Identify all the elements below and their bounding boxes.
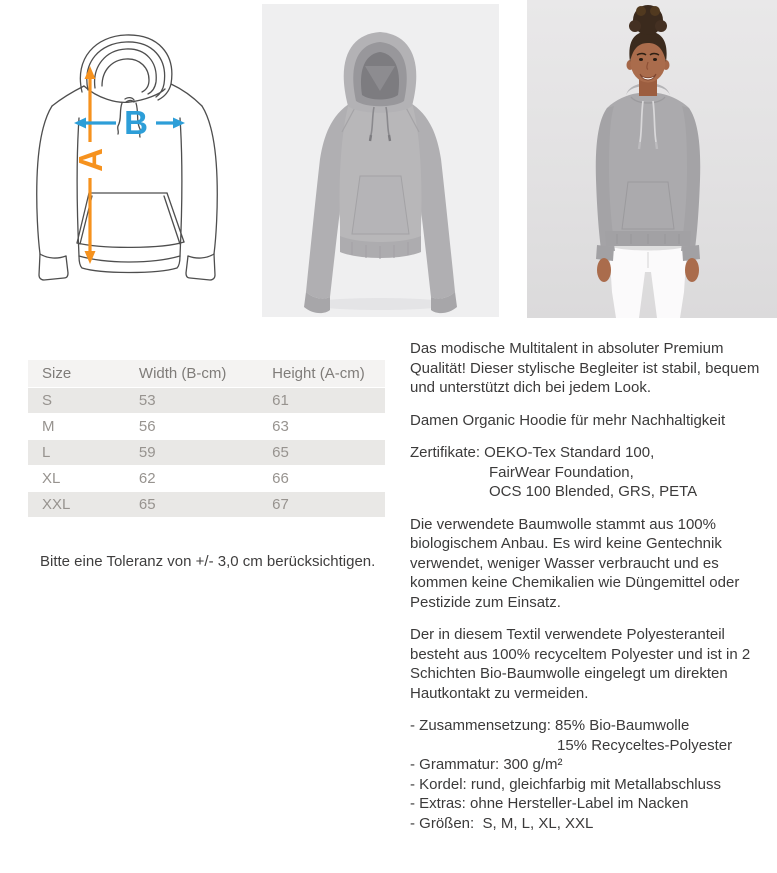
- column-header-height: Height (A-cm): [272, 360, 385, 387]
- spec-item: - Zusammensetzung: 85% Bio-Baumwolle: [410, 717, 690, 734]
- model-wearing-hoodie-image: [527, 0, 777, 318]
- table-row: [28, 388, 385, 413]
- cell-height: 66: [272, 466, 385, 491]
- cell-width: 62: [139, 466, 272, 491]
- table-row: [28, 440, 385, 465]
- product-photo-flat: [262, 4, 499, 317]
- certificates-block: [410, 443, 774, 502]
- size-table: [28, 359, 385, 518]
- cell-width: 56: [139, 414, 272, 439]
- cell-width: 65: [139, 492, 272, 517]
- cell-size: M: [28, 414, 139, 439]
- cell-size: L: [28, 440, 139, 465]
- column-header-size: Size: [28, 360, 139, 387]
- description-subtitle: Damen Organic Hoodie für mehr Nachhaltigkeit: [410, 411, 726, 429]
- description-intro: Das modische Multitalent in absoluter Premium Qualität! Dieser stylische Begleiter ist stabil, bequem und unterstützt dich bei jedem Look.: [410, 340, 760, 396]
- spec-item: - Grammatur: 300 g/m²: [410, 756, 563, 773]
- hoodie-line-drawing-icon: [22, 28, 235, 300]
- table-row: [28, 492, 385, 517]
- cell-size: S: [28, 388, 139, 413]
- table-row: [28, 414, 385, 439]
- description-cotton: Die verwendete Baumwolle stammt aus 100% biologischem Anbau. Es wird keine Gentechnik verwendet, weniger Wasser verbraucht und es kommen keine Chemikalien wie Düngemittel oder Pestizide zum Einsatz.: [410, 515, 740, 611]
- diagram-label-b: B: [124, 104, 148, 141]
- product-description: [410, 339, 774, 833]
- size-diagram: [22, 28, 235, 300]
- cell-height: 61: [272, 388, 385, 413]
- flat-hoodie-image: [262, 4, 499, 317]
- spec-item: 15% Recyceltes-Polyester: [557, 736, 733, 754]
- cell-width: 53: [139, 388, 272, 413]
- cell-width: 59: [139, 440, 272, 465]
- diagram-label-a: A: [72, 148, 109, 172]
- table-header-row: [28, 360, 385, 387]
- cell-size: XXL: [28, 492, 139, 517]
- cell-height: 63: [272, 414, 385, 439]
- tolerance-note: Bitte eine Toleranz von +/- 3,0 cm berücksichtigen.: [40, 553, 376, 570]
- certificates-line: Zertifikate: OEKO-Tex Standard 100,: [410, 444, 655, 461]
- description-polyester: Der in diesem Textil verwendete Polyesteranteil besteht aus 100% recyceltem Polyester und ist in 2 Schichten Bio-Baumwolle eingelegt um direkten Hautkontakt zu vermeiden.: [410, 626, 751, 702]
- spec-item: - Kordel: rund, gleichfarbig mit Metallabschluss: [410, 775, 721, 793]
- spec-item: - Größen: S, M, L, XL, XXL: [410, 814, 594, 832]
- product-photo-model: [527, 0, 777, 318]
- spec-list: [410, 716, 774, 833]
- size-table-panel: [28, 359, 385, 518]
- hoodie-outline: [37, 35, 218, 280]
- cell-height: 67: [272, 492, 385, 517]
- cell-height: 65: [272, 440, 385, 465]
- spec-item: - Extras: ohne Hersteller-Label im Nacken: [410, 795, 689, 812]
- column-header-width: Width (B-cm): [139, 360, 272, 387]
- cell-size: XL: [28, 466, 139, 491]
- table-row: [28, 466, 385, 491]
- certificates-line: OCS 100 Blended, GRS, PETA: [489, 483, 698, 500]
- certificates-line: FairWear Foundation,: [489, 463, 634, 481]
